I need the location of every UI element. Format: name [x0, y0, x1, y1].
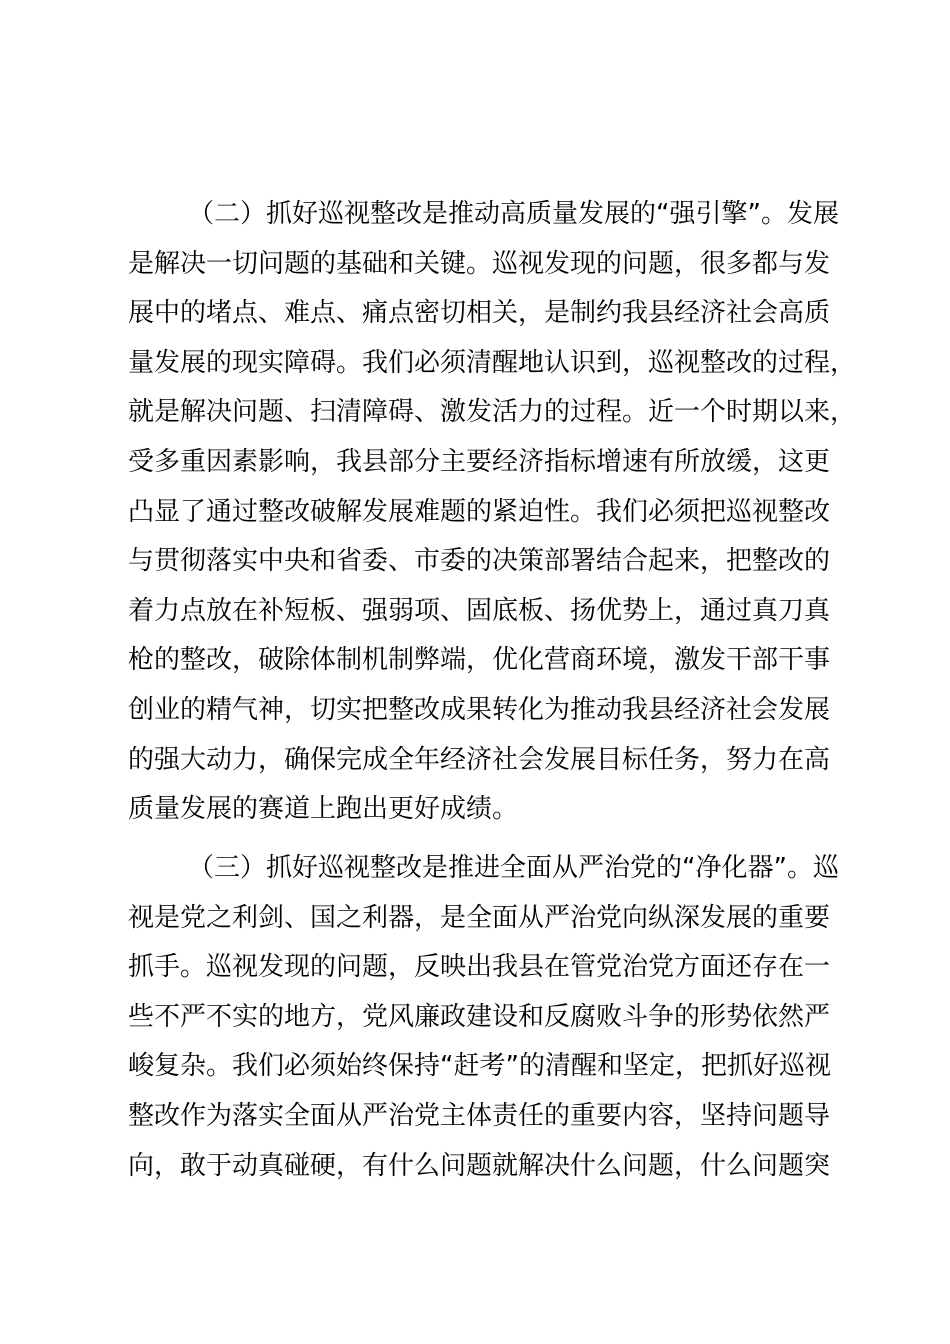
paragraph-line: 抓手。巡视发现的问题，反映出我县在管党治党方面还存在一: [128, 952, 831, 983]
paragraph-line: 是解决一切问题的基础和关键。巡视发现的问题，很多都与发: [128, 248, 831, 279]
paragraph-purifier: [128, 844, 839, 1191]
paragraph-line: 的强大动力，确保完成全年经济社会发展目标任务，努力在高: [128, 744, 831, 775]
paragraph-line: 向，敢于动真碰硬，有什么问题就解决什么问题，什么问题突: [128, 1150, 831, 1181]
paragraph-line: 着力点放在补短板、强弱项、固底板、扬优势上，通过真刀真: [128, 595, 831, 626]
paragraph-line: 视是党之利剑、国之利器，是全面从严治党向纵深发展的重要: [128, 902, 831, 933]
paragraph-line: 量发展的现实障碍。我们必须清醒地认识到，巡视整改的过程，: [128, 347, 857, 378]
paragraph-line: 质量发展的赛道上跑出更好成绩。: [128, 794, 519, 825]
paragraph-line: 展中的堵点、难点、痛点密切相关，是制约我县经济社会高质: [128, 298, 831, 329]
paragraph-line: 凸显了通过整改破解发展难题的紧迫性。我们必须把巡视整改: [128, 496, 831, 527]
paragraph-line: 些不严不实的地方，党风廉政建设和反腐败斗争的形势依然严: [128, 1001, 831, 1032]
paragraph-line: （三）抓好巡视整改是推进全面从严治党的“净化器”。巡: [188, 853, 839, 883]
paragraph-line: 枪的整改，破除体制机制弊端，优化营商环境，激发干部干事: [128, 645, 831, 676]
paragraph-line: 整改作为落实全面从严治党主体责任的重要内容，坚持问题导: [128, 1100, 831, 1131]
paragraph-line: 就是解决问题、扫清障碍、激发活力的过程。近一个时期以来，: [128, 397, 857, 428]
paragraph-strong-engine: [128, 190, 857, 835]
paragraph-line: 受多重因素影响，我县部分主要经济指标增速有所放缓，这更: [128, 446, 831, 477]
paragraph-line: 创业的精气神，切实把整改成果转化为推动我县经济社会发展: [128, 694, 831, 725]
paragraph-line: 与贯彻落实中央和省委、市委的决策部署结合起来，把整改的: [128, 546, 831, 577]
paragraph-line: （二）抓好巡视整改是推动高质量发展的“强引擎”。发展: [188, 199, 839, 229]
paragraph-line: 峻复杂。我们必须始终保持“赶考”的清醒和坚定，把抓好巡视: [128, 1051, 831, 1082]
